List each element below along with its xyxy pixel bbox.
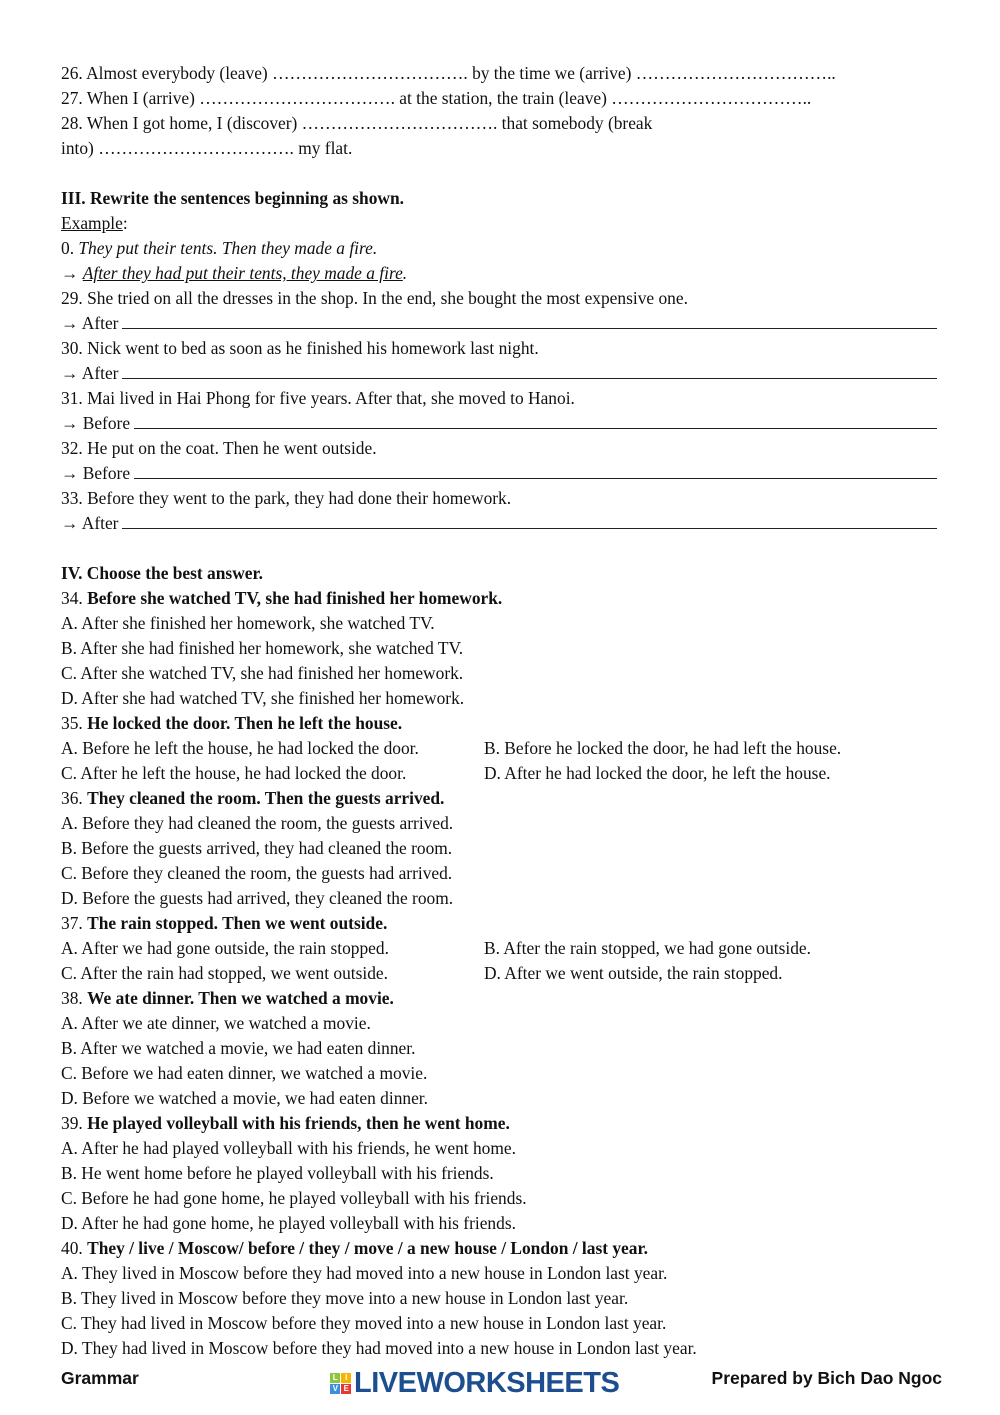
rewrite-prompt: → After: [61, 313, 119, 333]
worksheet-line: [61, 186, 937, 211]
worksheet-line: [61, 1086, 937, 1111]
worksheet-line: [61, 836, 937, 861]
line-text: They cleaned the room. Then the guests arrived.: [87, 788, 445, 808]
answer-option[interactable]: B. They lived in Moscow before they move into a new house in London last year.: [61, 1288, 629, 1308]
worksheet-line: [61, 1111, 937, 1136]
line-text: 27. When I (arrive): [61, 88, 200, 108]
rewrite-answer-field[interactable]: [134, 461, 937, 479]
worksheet-line: [61, 536, 937, 561]
worksheet-line: [61, 336, 937, 361]
line-text: 29. She tried on all the dresses in the shop. In the end, she bought the most expensive one.: [61, 288, 688, 308]
rewrite-prompt: → Before: [61, 463, 131, 483]
worksheet-line: [61, 136, 937, 161]
worksheet-line: [61, 1336, 937, 1361]
line-text: Before she watched TV, she had finished her homework.: [87, 588, 503, 608]
line-text: 28. When I got home, I (discover): [61, 113, 302, 133]
worksheet-line: [61, 1161, 937, 1186]
logo-tile: L: [330, 1373, 340, 1383]
worksheet-line: [61, 261, 937, 286]
worksheet-line: [61, 661, 937, 686]
worksheet-line: [61, 1136, 937, 1161]
worksheet-line: [61, 1211, 937, 1236]
worksheet-line: [61, 1036, 937, 1061]
answer-option[interactable]: B. Before the guests arrived, they had cleaned the room.: [61, 838, 453, 858]
rewrite-answer-field[interactable]: [122, 311, 937, 329]
line-text: He locked the door. Then he left the house.: [87, 713, 403, 733]
worksheet-line: [61, 386, 937, 411]
line-text: .: [402, 263, 408, 283]
logo-tile: I: [341, 1373, 351, 1383]
worksheet-line: [61, 886, 937, 911]
answer-option[interactable]: C. After the rain had stopped, we went outside.: [61, 963, 388, 983]
worksheet-line: [61, 286, 937, 311]
line-text: They / live / Moscow/ before / they / move / a new house / London / last year.: [87, 1238, 648, 1258]
answer-option[interactable]: D. After he had locked the door, he left the house.: [484, 763, 831, 783]
worksheet-line: [61, 786, 937, 811]
line-text: The rain stopped. Then we went outside.: [87, 913, 388, 933]
answer-option[interactable]: A. Before he left the house, he had locked the door.: [61, 738, 419, 758]
rewrite-prompt: → Before: [61, 413, 131, 433]
line-text: We ate dinner. Then we watched a movie.: [87, 988, 394, 1008]
line-text: IV. Choose the best answer.: [61, 563, 263, 583]
line-text: 30. Nick went to bed as soon as he finished his homework last night.: [61, 338, 539, 358]
logo-text: LIVEWORKSHEETS: [354, 1367, 620, 1399]
line-text: After they had put their tents, they made a fire: [82, 263, 403, 283]
worksheet-line: [61, 161, 937, 186]
answer-option[interactable]: D. Before the guests had arrived, they cleaned the room.: [61, 888, 454, 908]
worksheet-line: [61, 1236, 937, 1261]
fill-in-blank[interactable]: …………………………….: [272, 63, 468, 83]
worksheet-line: [61, 586, 937, 611]
answer-option[interactable]: C. Before we had eaten dinner, we watched a movie.: [61, 1063, 428, 1083]
line-text: They put their tents. Then they made a fire.: [78, 238, 378, 258]
answer-option[interactable]: A. After he had played volleyball with his friends, he went home.: [61, 1138, 516, 1158]
answer-option[interactable]: C. Before they cleaned the room, the guests had arrived.: [61, 863, 453, 883]
worksheet-line: [61, 636, 937, 661]
answer-option[interactable]: D. After he had gone home, he played volleyball with his friends.: [61, 1213, 516, 1233]
worksheet-line: [61, 611, 937, 636]
rewrite-prompt: → After: [61, 513, 119, 533]
worksheet-line: [61, 111, 937, 136]
answer-option[interactable]: A. After we had gone outside, the rain stopped.: [61, 938, 389, 958]
worksheet-page: [61, 61, 937, 1361]
rewrite-line: [61, 411, 937, 436]
line-text: 31. Mai lived in Hai Phong for five years. After that, she moved to Hanoi.: [61, 388, 575, 408]
logo-tile: V: [330, 1384, 340, 1394]
answer-option[interactable]: C. After she watched TV, she had finished her homework.: [61, 663, 464, 683]
fill-in-blank[interactable]: …………………………….: [98, 138, 294, 158]
worksheet-line: [61, 711, 937, 736]
answer-option[interactable]: B. After the rain stopped, we had gone outside.: [484, 938, 811, 958]
answer-option[interactable]: A. After she finished her homework, she watched TV.: [61, 613, 435, 633]
worksheet-line: [61, 1061, 937, 1086]
answer-option[interactable]: C. They had lived in Moscow before they moved into a new house in London last year.: [61, 1313, 667, 1333]
fill-in-blank[interactable]: …………………………….: [301, 113, 498, 133]
worksheet-line: [61, 686, 937, 711]
answer-option[interactable]: B. Before he locked the door, he had left the house.: [484, 738, 842, 758]
answer-option[interactable]: A. Before they had cleaned the room, the guests arrived.: [61, 813, 454, 833]
fill-in-blank[interactable]: …………………………….: [199, 88, 395, 108]
answer-option[interactable]: B. After she had finished her homework, she watched TV.: [61, 638, 464, 658]
line-text: 39.: [61, 1113, 88, 1133]
worksheet-line: [61, 61, 937, 86]
worksheet-line: [61, 961, 937, 986]
line-text: 40.: [61, 1238, 88, 1258]
answer-option[interactable]: D. They had lived in Moscow before they had moved into a new house in London last year.: [61, 1338, 697, 1358]
line-text: 0.: [61, 238, 79, 258]
answer-option[interactable]: C. After he left the house, he had locked the door.: [61, 763, 407, 783]
line-text: →: [61, 263, 83, 283]
answer-option[interactable]: B. After we watched a movie, we had eaten dinner.: [61, 1038, 416, 1058]
line-text: 37.: [61, 913, 88, 933]
rewrite-answer-field[interactable]: [122, 361, 937, 379]
worksheet-line: [61, 1311, 937, 1336]
worksheet-line: [61, 1286, 937, 1311]
footer-subject: Grammar: [61, 1368, 139, 1388]
worksheet-line: [61, 1011, 937, 1036]
worksheet-line: [61, 911, 937, 936]
answer-option[interactable]: A. They lived in Moscow before they had moved into a new house in London last year.: [61, 1263, 668, 1283]
worksheet-line: [61, 736, 937, 761]
rewrite-line: [61, 311, 937, 336]
worksheet-line: [61, 486, 937, 511]
worksheet-line: [61, 436, 937, 461]
worksheet-line: [61, 1186, 937, 1211]
worksheet-line: [61, 761, 937, 786]
line-text: that somebody (break: [497, 113, 653, 133]
logo-tile: E: [341, 1384, 351, 1394]
line-text: 26. Almost everybody (leave): [61, 63, 273, 83]
footer-author: Prepared by Bich Dao Ngoc: [711, 1368, 942, 1388]
line-text: at the station, the train (leave): [394, 88, 612, 108]
line-text: 34.: [61, 588, 88, 608]
liveworksheets-logo: [330, 1366, 619, 1400]
line-text: Example: [61, 213, 123, 233]
rewrite-line: [61, 361, 937, 386]
rewrite-prompt: → After: [61, 363, 119, 383]
line-text: 32. He put on the coat. Then he went outside.: [61, 438, 377, 458]
line-text: into): [61, 138, 99, 158]
line-text: 35.: [61, 713, 88, 733]
worksheet-line: [61, 86, 937, 111]
worksheet-line: [61, 211, 937, 236]
logo-tiles-icon: [330, 1373, 351, 1394]
line-text: my flat.: [293, 138, 353, 158]
answer-option[interactable]: D. After she had watched TV, she finished her homework.: [61, 688, 465, 708]
line-text: He played volleyball with his friends, then he went home.: [87, 1113, 510, 1133]
worksheet-line: [61, 1261, 937, 1286]
answer-option[interactable]: D. After we went outside, the rain stopped.: [484, 963, 783, 983]
worksheet-line: [61, 811, 937, 836]
worksheet-line: [61, 236, 937, 261]
line-text: 38.: [61, 988, 88, 1008]
worksheet-line: [61, 936, 937, 961]
rewrite-answer-field[interactable]: [122, 511, 937, 529]
line-text: by the time we (arrive): [467, 63, 636, 83]
line-text: 36.: [61, 788, 88, 808]
worksheet-line: [61, 861, 937, 886]
answer-option[interactable]: C. Before he had gone home, he played volleyball with his friends.: [61, 1188, 527, 1208]
line-text: III. Rewrite the sentences beginning as shown.: [61, 188, 404, 208]
rewrite-answer-field[interactable]: [134, 411, 937, 429]
line-text: 33. Before they went to the park, they had done their homework.: [61, 488, 512, 508]
fill-in-blank[interactable]: ……………………………..: [635, 63, 836, 83]
answer-option[interactable]: B. He went home before he played volleyball with his friends.: [61, 1163, 494, 1183]
answer-option[interactable]: A. After we ate dinner, we watched a movie.: [61, 1013, 371, 1033]
line-text: :: [122, 213, 128, 233]
worksheet-line: [61, 561, 937, 586]
fill-in-blank[interactable]: ……………………………..: [611, 88, 812, 108]
worksheet-line: [61, 986, 937, 1011]
rewrite-line: [61, 511, 937, 536]
rewrite-line: [61, 461, 937, 486]
answer-option[interactable]: D. Before we watched a movie, we had eaten dinner.: [61, 1088, 428, 1108]
